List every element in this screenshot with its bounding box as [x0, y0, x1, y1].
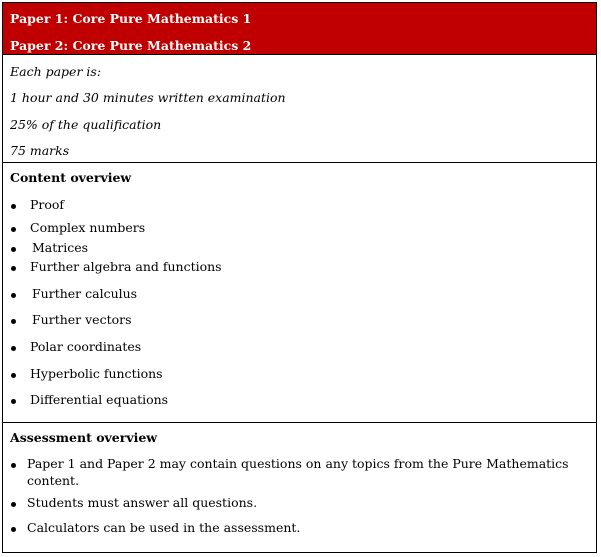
content-item-further-algebra: Further algebra and functions — [30, 259, 222, 274]
bullet-icon — [11, 293, 16, 298]
bullet-icon — [11, 463, 16, 468]
exam-marks: 75 marks — [10, 143, 70, 158]
exam-weight: 25% of the qualification — [10, 117, 162, 132]
content-overview-section — [3, 163, 596, 423]
content-item-further-calculus: Further calculus — [32, 286, 138, 301]
assessment-item-answer-all: Students must answer all questions. — [27, 495, 258, 510]
exam-intro: Each paper is: — [10, 64, 102, 79]
bullet-icon — [11, 227, 16, 232]
paper-2-title: Paper 2: Core Pure Mathematics 2 — [10, 38, 252, 53]
bullet-icon — [11, 373, 16, 378]
content-item-further-vectors: Further vectors — [32, 312, 132, 327]
bullet-icon — [11, 527, 16, 532]
assessment-overview-section — [3, 423, 596, 553]
assessment-item-topics-cont: content. — [27, 473, 80, 488]
assessment-item-topics: Paper 1 and Paper 2 may contain questions on any topics from the Pure Mathematics — [27, 456, 569, 471]
bullet-icon — [11, 247, 16, 252]
bullet-icon — [11, 502, 16, 507]
paper-1-title: Paper 1: Core Pure Mathematics 1 — [10, 11, 252, 26]
exam-info-section — [3, 55, 596, 163]
paper-header — [3, 3, 596, 55]
content-item-proof: Proof — [30, 197, 65, 212]
bullet-icon — [11, 399, 16, 404]
bullet-icon — [11, 346, 16, 351]
exam-duration: 1 hour and 30 minutes written examination — [10, 90, 286, 105]
assessment-item-calculators: Calculators can be used in the assessment. — [27, 520, 301, 535]
content-item-differential-equations: Differential equations — [30, 392, 169, 407]
assessment-overview-heading: Assessment overview — [10, 430, 158, 445]
content-item-complex-numbers: Complex numbers — [30, 220, 146, 235]
content-item-matrices: Matrices — [32, 240, 89, 255]
content-item-hyperbolic-functions: Hyperbolic functions — [30, 366, 163, 381]
content-overview-heading: Content overview — [10, 170, 132, 185]
bullet-icon — [11, 319, 16, 324]
specification-table — [2, 2, 597, 553]
bullet-icon — [11, 266, 16, 271]
bullet-icon — [11, 204, 16, 209]
content-item-polar-coordinates: Polar coordinates — [30, 339, 142, 354]
